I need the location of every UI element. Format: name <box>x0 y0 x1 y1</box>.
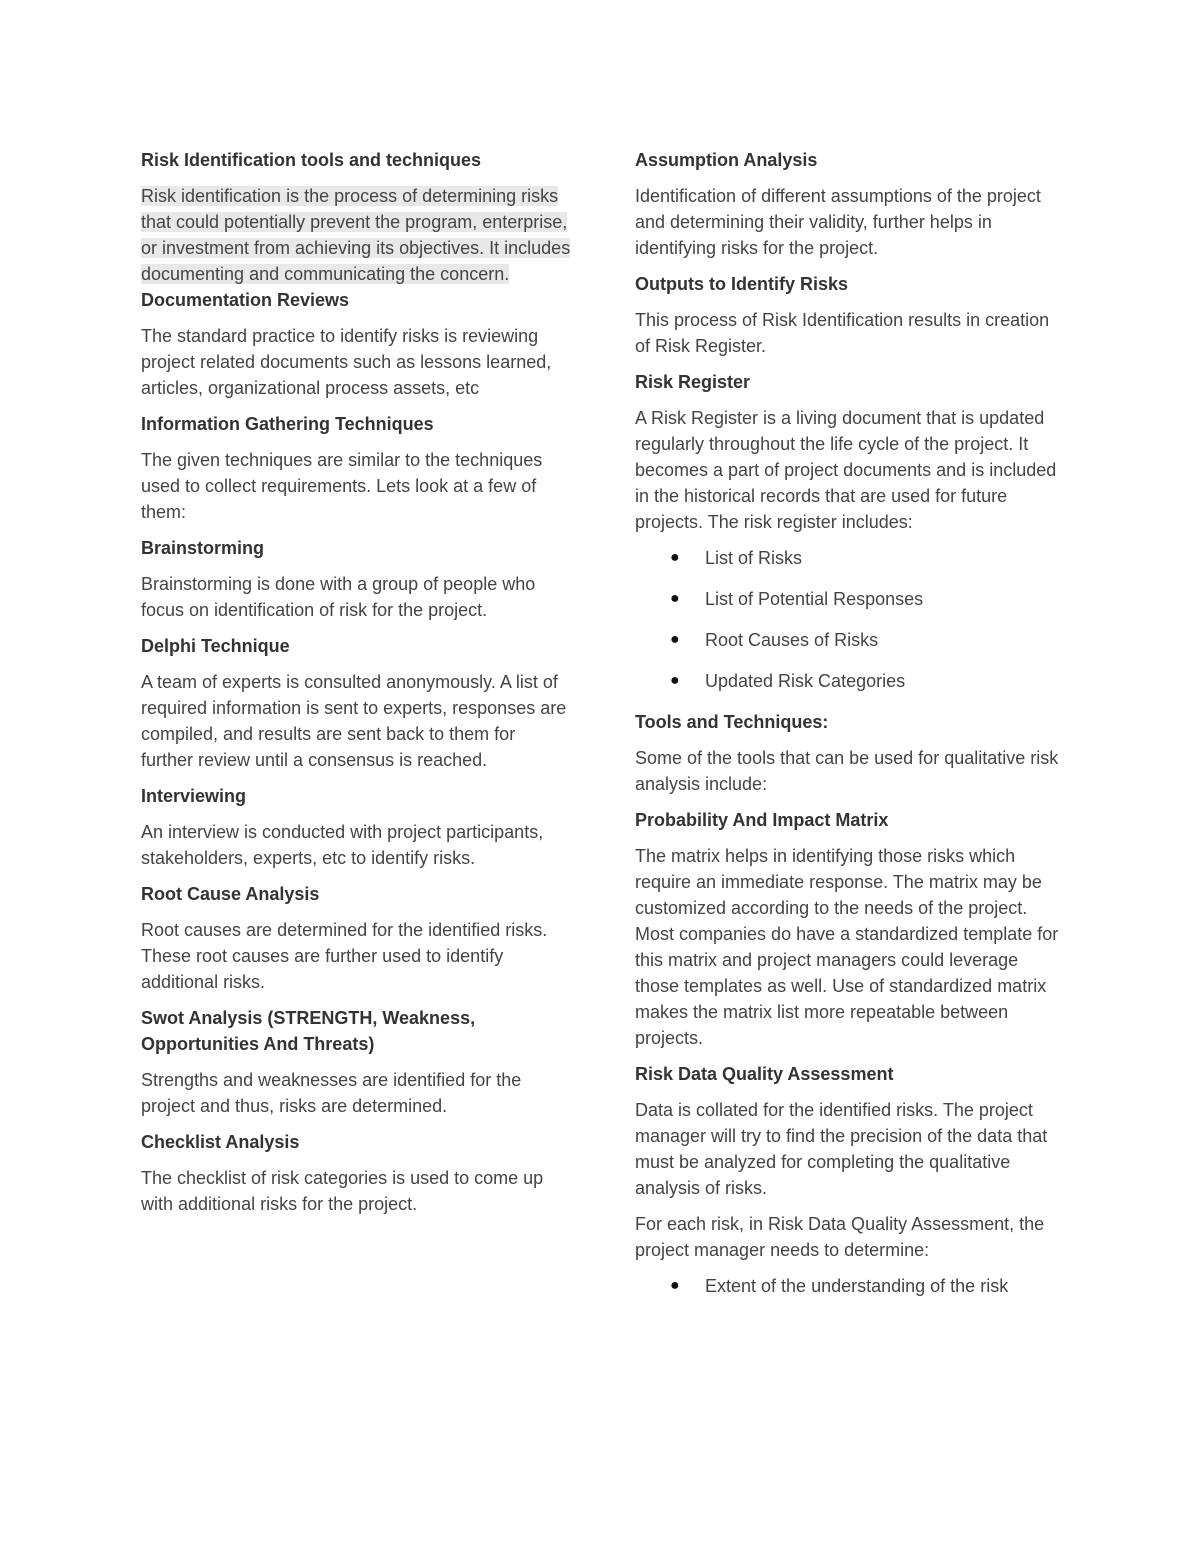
bullet-icon: ● <box>670 631 680 648</box>
list-item: ● List of Potential Responses <box>635 586 1065 612</box>
section-body: Identification of different assumptions of the project and determining their validity, further helps in identifying risks for the project. <box>635 186 1041 258</box>
section-body: Some of the tools that can be used for qualitative risk analysis include: <box>635 748 1059 794</box>
section-body: An interview is conducted with project participants, stakeholders, experts, etc to identify risks. <box>141 822 544 868</box>
bullet-icon: ● <box>670 590 680 607</box>
list-item: ● Updated Risk Categories <box>635 668 1065 694</box>
section-heading: Checklist Analysis <box>141 1132 300 1152</box>
section-heading: Swot Analysis (STRENGTH, Weakness, Opportunities And Threats) <box>141 1008 476 1054</box>
section-heading: Information Gathering Techniques <box>141 414 434 434</box>
list-item: ● List of Risks <box>635 545 1065 571</box>
left-column <box>141 147 571 1227</box>
section-heading: Tools and Techniques: <box>635 712 829 732</box>
section-heading: Assumption Analysis <box>635 150 818 170</box>
section-heading: Risk Data Quality Assessment <box>635 1064 894 1084</box>
closing-paragraph: For each risk, in Risk Data Quality Assessment, the project manager needs to determine: <box>635 1214 1045 1260</box>
assessment-list <box>635 1273 1065 1299</box>
section-body: Brainstorming is done with a group of people who focus on identification of risk for the project. <box>141 574 536 620</box>
list-item: ● Extent of the understanding of the risk <box>635 1273 1065 1299</box>
section-body: A team of experts is consulted anonymously. A list of required information is sent to experts, responses are compiled, and results are sent back to them for further review until a consensus is reached. <box>141 672 567 770</box>
section-body: This process of Risk Identification results in creation of Risk Register. <box>635 310 1050 356</box>
intro-paragraph: Risk identification is the process of determining risks that could potentially prevent the program, enterprise, or investment from achieving its objectives. It includes documenting and communicating the concern. <box>141 186 571 284</box>
bullet-icon: ● <box>670 549 680 566</box>
section-body: Root causes are determined for the identified risks. These root causes are further used to identify additional risks. <box>141 920 548 992</box>
bullet-icon: ● <box>670 1277 680 1294</box>
section-heading: Delphi Technique <box>141 636 290 656</box>
section-body: A Risk Register is a living document that is updated regularly throughout the life cycle of the project. It becomes a part of project documents and is included in the historical records that are used for future projects. The risk register includes: <box>635 408 1057 532</box>
section-body: The given techniques are similar to the techniques used to collect requirements. Lets look at a few of them: <box>141 450 543 522</box>
section-heading: Brainstorming <box>141 538 265 558</box>
section-heading: Documentation Reviews <box>141 290 350 310</box>
section-heading: Risk Register <box>635 372 751 392</box>
section-body: The standard practice to identify risks is reviewing project related documents such as lessons learned, articles, organizational process assets, etc <box>141 326 552 398</box>
section-heading: Probability And Impact Matrix <box>635 810 889 830</box>
section-body: Data is collated for the identified risks. The project manager will try to find the precision of the data that must be analyzed for completing the qualitative analysis of risks. <box>635 1100 1048 1198</box>
section-body: Strengths and weaknesses are identified for the project and thus, risks are determined. <box>141 1070 522 1116</box>
section-body: The matrix helps in identifying those risks which require an immediate response. The matrix may be customized according to the needs of the project. Most companies do have a standardized template for this matrix and project managers could leverage those templates as well. Use of standardized matrix makes the matrix list more repeatable between projects. <box>635 846 1059 1048</box>
risk-register-list <box>635 545 1065 694</box>
page-title: Risk Identification tools and techniques <box>141 150 482 170</box>
bullet-icon: ● <box>670 672 680 689</box>
list-item: ● Root Causes of Risks <box>635 627 1065 653</box>
section-heading: Interviewing <box>141 786 247 806</box>
section-body: The checklist of risk categories is used to come up with additional risks for the project. <box>141 1168 544 1214</box>
section-heading: Root Cause Analysis <box>141 884 320 904</box>
section-heading: Outputs to Identify Risks <box>635 274 849 294</box>
right-column <box>635 147 1065 1314</box>
